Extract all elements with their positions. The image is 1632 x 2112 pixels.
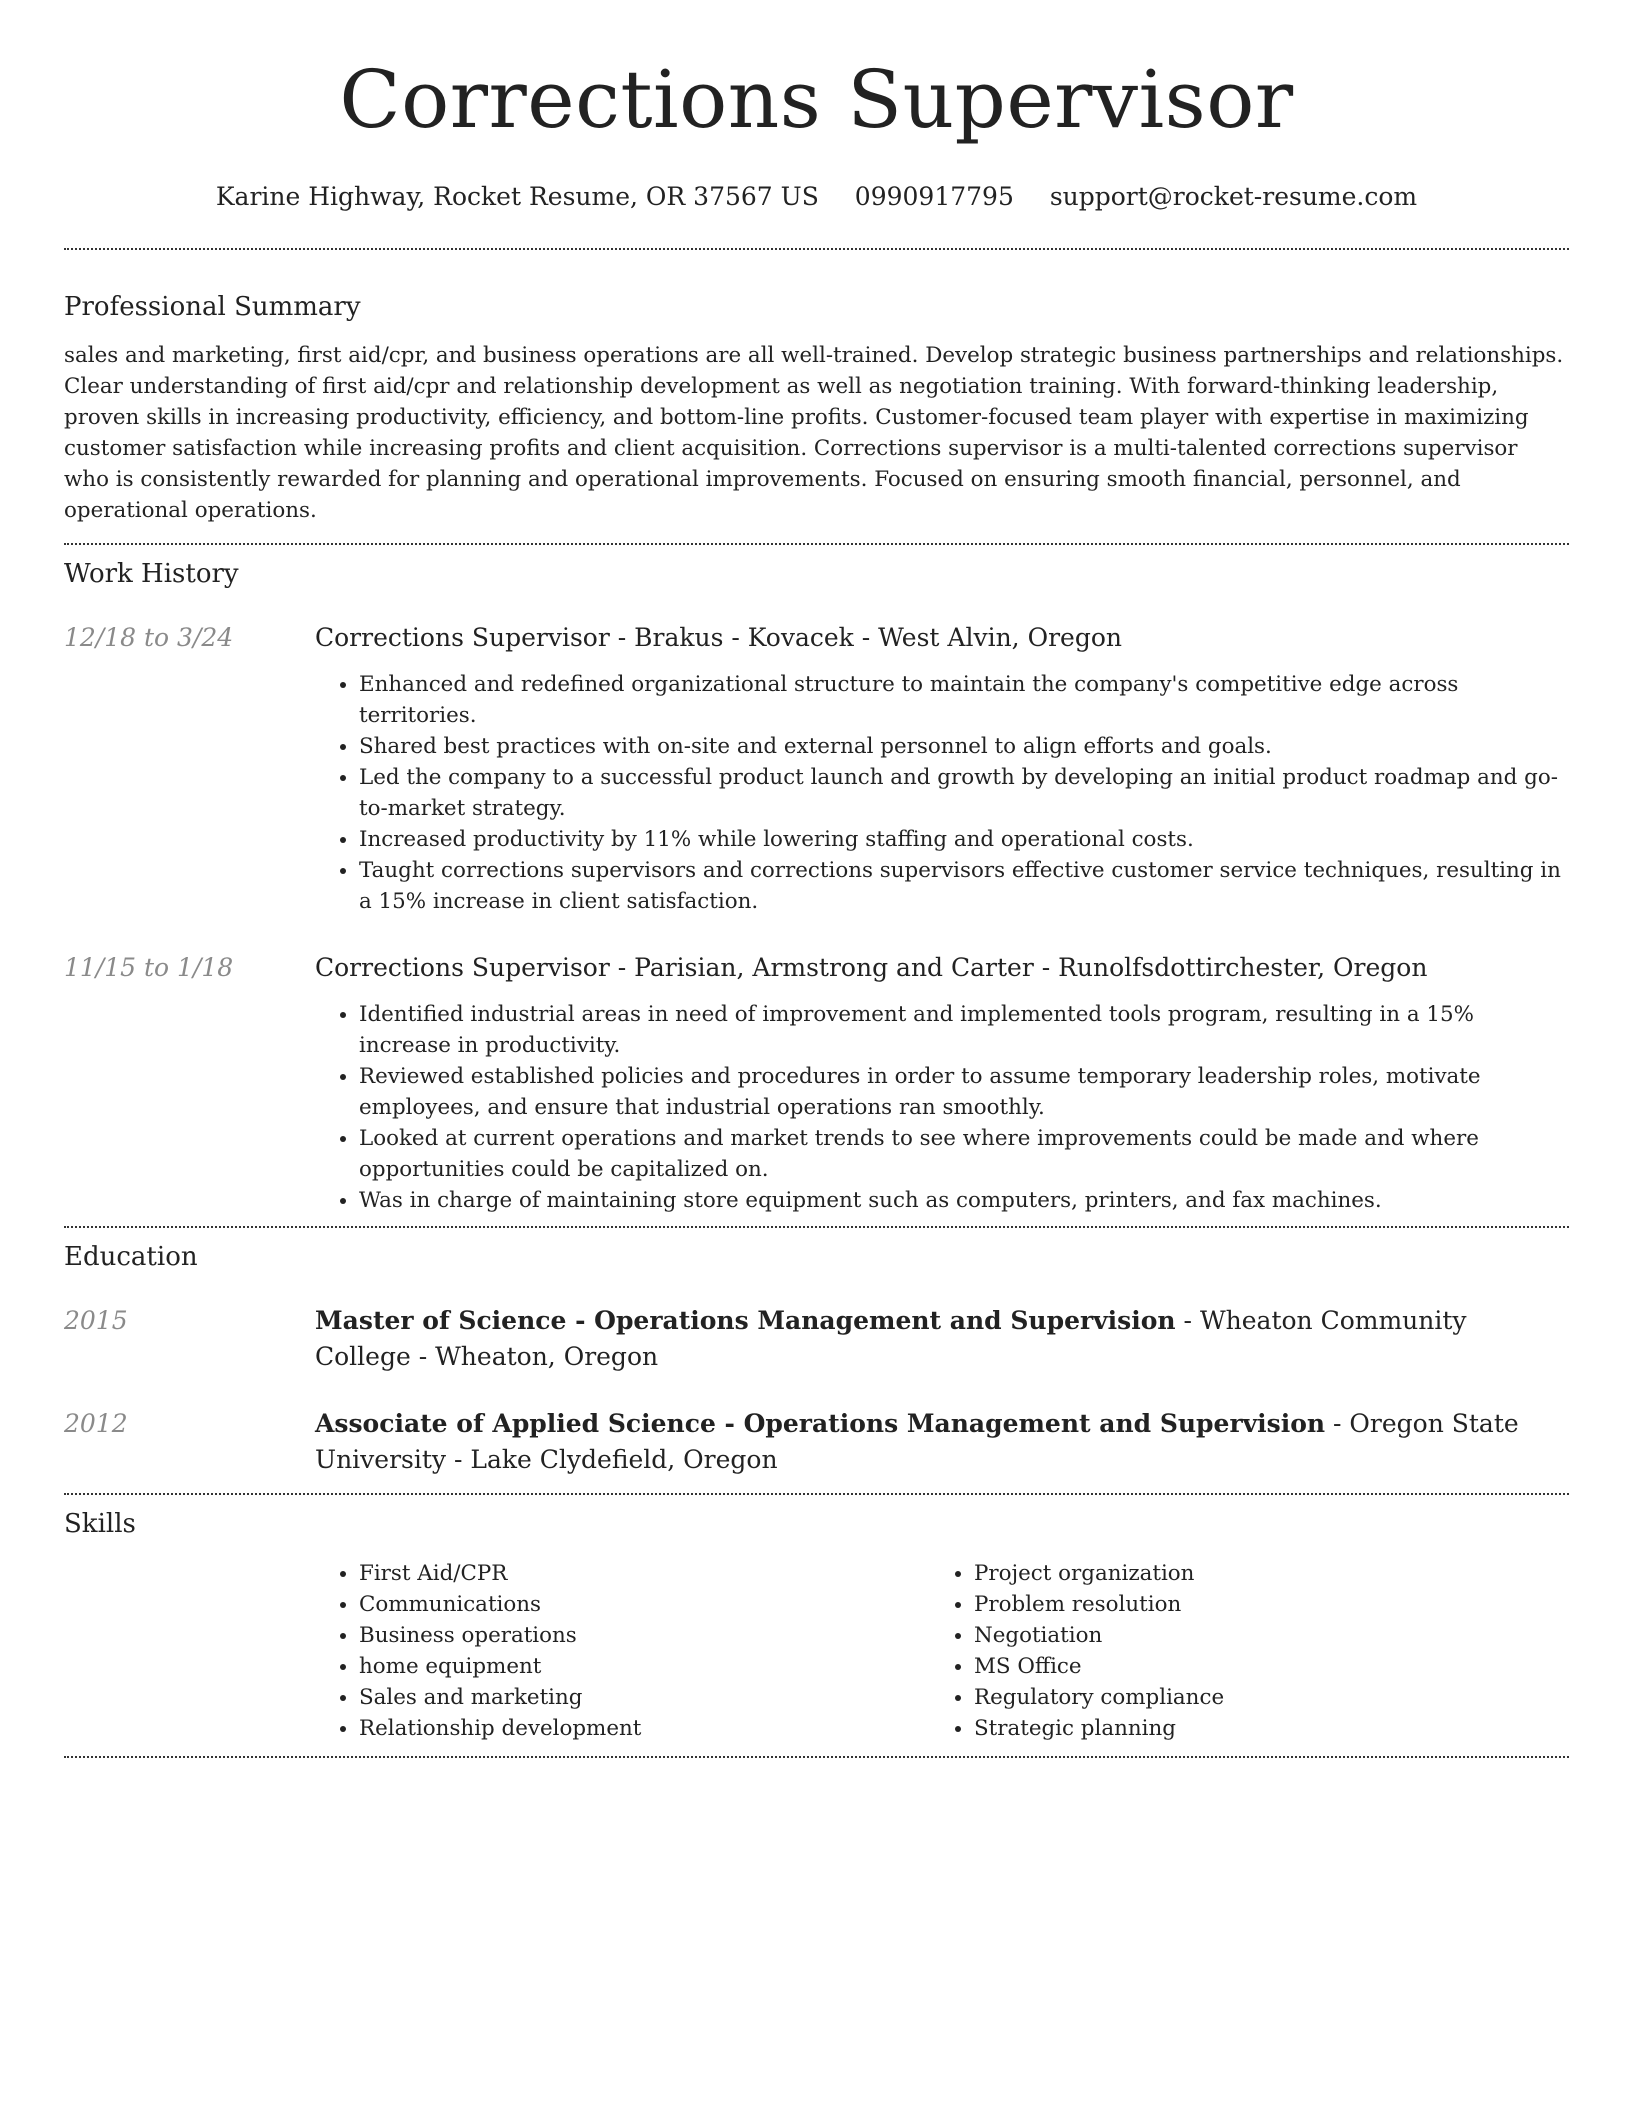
skills-section [64,1495,1569,1756]
professional-summary-section [64,250,1569,543]
work-history-section [64,545,1569,1226]
summary-text: sales and marketing, first aid/cpr, and business operations are all well-trained. Develop strategic business partnerships and relationships. Clear understanding of first aid/cpr and relationship development as well as negotiation training. With forward-thinking leadership, proven skills in increasing productivity, efficiency, and bottom-line profits. Customer-focused team player with expertise in maximizing customer satisfaction while increasing profits and client acquisition. Corrections supervisor is a multi-talented corrections supervisor who is consistently rewarded for planning and operational improvements. Focused on ensuring smooth financial, personnel, and operational operations. [64,343,1564,523]
skill-item: • First Aid/CPR [359,1558,930,1589]
education-entry [64,1406,1569,1493]
education-year: 2015 [64,1306,128,1335]
job-entry [64,950,1569,1226]
education-school: - Wheaton Community College - Wheaton, Oregon [315,1306,1467,1371]
job-position: Corrections Supervisor [315,953,610,982]
skill-item: • Negotiation [974,1620,1545,1651]
section-title-skills: Skills [64,1509,136,1539]
job-bullet: • Was in charge of maintaining store equipment such as computers, printers, and fax machines. [359,1185,1569,1216]
job-dates: 11/15 to 1/18 [64,953,234,982]
skill-item: • Project organization [974,1558,1545,1589]
contact-email: support@rocket-resume.com [1049,182,1418,211]
job-bullet: • Increased productivity by 11% while lowering staffing and operational costs. [359,824,1569,855]
contact-address: Karine Highway, Rocket Resume, OR 37567 US [215,182,819,211]
skill-item: • Problem resolution [974,1589,1545,1620]
skills-columns [315,1558,1569,1756]
job-bullet: • Taught corrections supervisors and corrections supervisors effective customer service techniques, resulting in a 15% increase in client satisfaction. [359,855,1569,917]
divider [64,1756,1569,1758]
skill-item: • Strategic planning [974,1713,1545,1744]
job-position: Corrections Supervisor [315,623,610,652]
education-degree: Master of Science - Operations Management and Supervision [315,1306,1176,1335]
job-bullet: • Reviewed established policies and procedures in order to assume temporary leadership roles, motivate employees, and ensure that industrial operations ran smoothly. [359,1061,1569,1123]
job-title-line [315,950,1569,986]
skills-list-left [315,1558,930,1744]
job-bullet: • Identified industrial areas in need of improvement and implemented tools program, resulting in a 15% increase in productivity. [359,999,1569,1061]
job-dates: 12/18 to 3/24 [64,623,234,652]
job-bullets [315,669,1569,917]
education-entry [64,1303,1569,1375]
section-title-work: Work History [64,559,239,589]
job-bullet: • Enhanced and redefined organizational structure to maintain the company's competitive edge across territories. [359,669,1569,731]
skills-list-right [930,1558,1545,1744]
education-school: - Oregon State University - Lake Clydefield, Oregon [315,1409,1519,1474]
skill-item: • Relationship development [359,1713,930,1744]
skill-item: • home equipment [359,1651,930,1682]
job-details [315,620,1569,917]
job-entry [64,620,1569,917]
contact-line [64,181,1569,213]
job-details [315,950,1569,1216]
job-bullets [315,999,1569,1216]
candidate-name: Corrections Supervisor [339,53,1294,146]
job-bullet: • Led the company to a successful product launch and growth by developing an initial product roadmap and go-to-market strategy. [359,762,1569,824]
education-section [64,1228,1569,1493]
job-employer: - Brakus - Kovacek - West Alvin, Oregon [609,623,1122,652]
section-title-education: Education [64,1242,198,1272]
skill-item: • Regulatory compliance [974,1682,1545,1713]
skill-item: • MS Office [974,1651,1545,1682]
job-bullet: • Looked at current operations and market trends to see where improvements could be made and where opportunities could be capitalized on. [359,1123,1569,1185]
section-title-summary: Professional Summary [64,292,361,322]
resume-page [64,0,1569,1758]
job-title-line [315,620,1569,656]
skill-item: • Communications [359,1589,930,1620]
education-degree: Associate of Applied Science - Operations Management and Supervision [315,1409,1326,1438]
resume-header [64,0,1569,213]
contact-phone: 0990917795 [854,182,1014,211]
skill-item: • Business operations [359,1620,930,1651]
job-bullet: • Shared best practices with on-site and external personnel to align efforts and goals. [359,731,1569,762]
education-line [315,1303,1569,1375]
job-employer: - Parisian, Armstrong and Carter - Runolfsdottirchester, Oregon [609,953,1428,982]
skill-item: • Sales and marketing [359,1682,930,1713]
education-line [315,1406,1569,1478]
education-year: 2012 [64,1409,128,1438]
